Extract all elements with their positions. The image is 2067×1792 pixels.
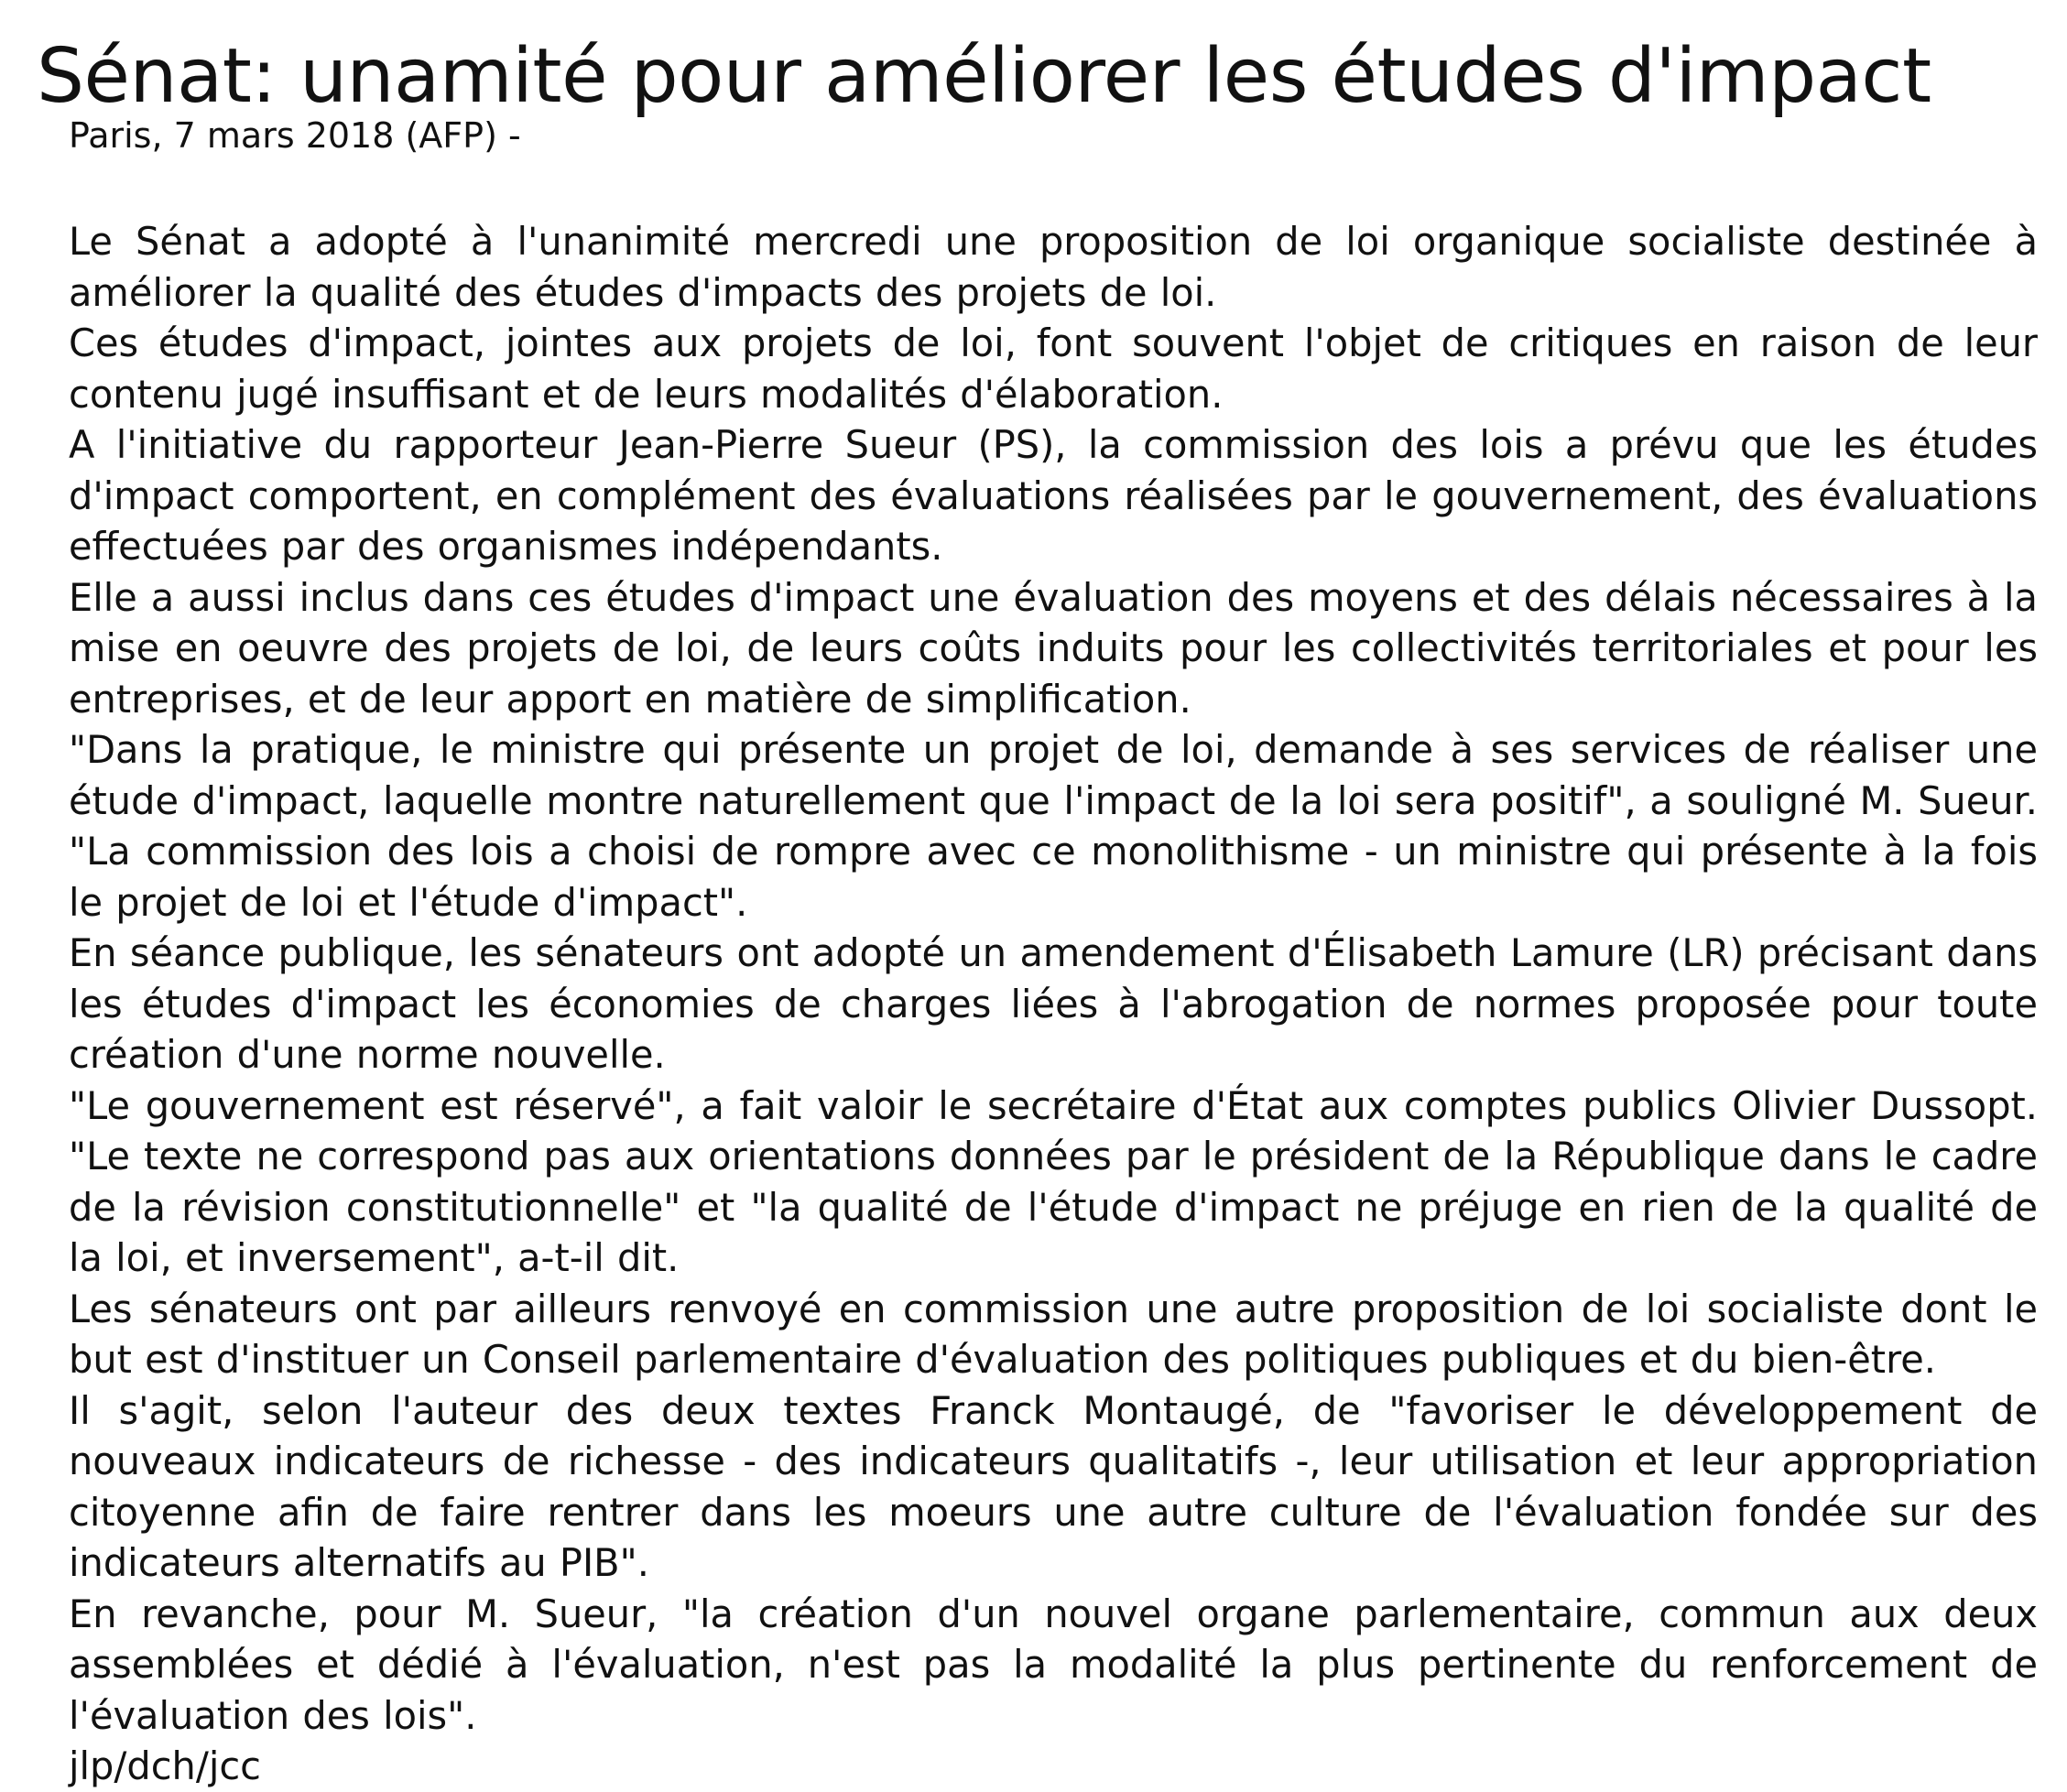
article-paragraph: A l'initiative du rapporteur Jean-Pierre Sueur (PS), la commission des lois a prévu que les études d'impact comportent, en complément des évaluations réalisées par le gouvernement, des évaluations effectuées par des organismes indépendants. (69, 422, 2038, 569)
article-paragraph: Il s'agit, selon l'auteur des deux textes Franck Montaugé, de "favoriser le développement de nouveaux indicateurs de richesse - des indicateurs qualitatifs -, leur utilisation et leur appropriation citoyenne afin de faire rentrer dans les moeurs une autre culture de l'évaluation fondée sur des indicateurs alternatifs au PIB". (69, 1387, 2038, 1585)
article-paragraph: "Le gouvernement est réservé", a fait valoir le secrétaire d'État aux comptes publics Olivier Dussopt. "Le texte ne correspond pas aux orientations données par le président de la République dans le cadre de la révision constitutionnelle" et "la qualité de l'étude d'impact ne préjuge en rien de la qualité de la loi, et inversement", a-t-il dit. (69, 1082, 2038, 1280)
article-title: Sénat: unamité pour améliorer les études d'impact (37, 33, 1931, 120)
article-paragraph: En séance publique, les sénateurs ont adopté un amendement d'Élisabeth Lamure (LR) précisant dans les études d'impact les économies de charges liées à l'abrogation de normes proposée pour toute création d'une norme nouvelle. (69, 930, 2038, 1077)
article-paragraph: Le Sénat a adopté à l'unanimité mercredi une proposition de loi organique socialiste destinée à améliorer la qualité des études d'impacts des projets de loi. (69, 219, 2038, 315)
article-paragraph: Ces études d'impact, jointes aux projets de loi, font souvent l'objet de critiques en raison de leur contenu jugé insuffisant et de leurs modalités d'élaboration. (69, 320, 2038, 417)
author-signature: jlp/dch/jcc (69, 1743, 261, 1788)
article-paragraph: "Dans la pratique, le ministre qui présente un projet de loi, demande à ses services de réaliser une étude d'impact, laquelle montre naturellement que l'impact de la loi sera positif", a souligné M. Sueur. "La commission des lois a choisi de rompre avec ce monolithisme - un ministre qui présente à la fois le projet de loi et l'étude d'impact". (69, 727, 2038, 925)
article-paragraph: Elle a aussi inclus dans ces études d'impact une évaluation des moyens et des délais nécessaires à la mise en oeuvre des projets de loi, de leurs coûts induits pour les collectivités territoriales et pour les entreprises, et de leur apport en matière de simplification. (69, 574, 2038, 722)
article-dateline: Paris, 7 mars 2018 (AFP) - (69, 115, 521, 156)
article-body (69, 216, 2038, 1792)
article-paragraph: En revanche, pour M. Sueur, "la création d'un nouvel organe parlementaire, commun aux deux assemblées et dédié à l'évaluation, n'est pas la modalité la plus pertinente du renforcement de l'évaluation des lois". (69, 1591, 2038, 1738)
article-paragraph: Les sénateurs ont par ailleurs renvoyé en commission une autre proposition de loi socialiste dont le but est d'instituer un Conseil parlementaire d'évaluation des politiques publiques et du bien-être. (69, 1286, 2038, 1382)
